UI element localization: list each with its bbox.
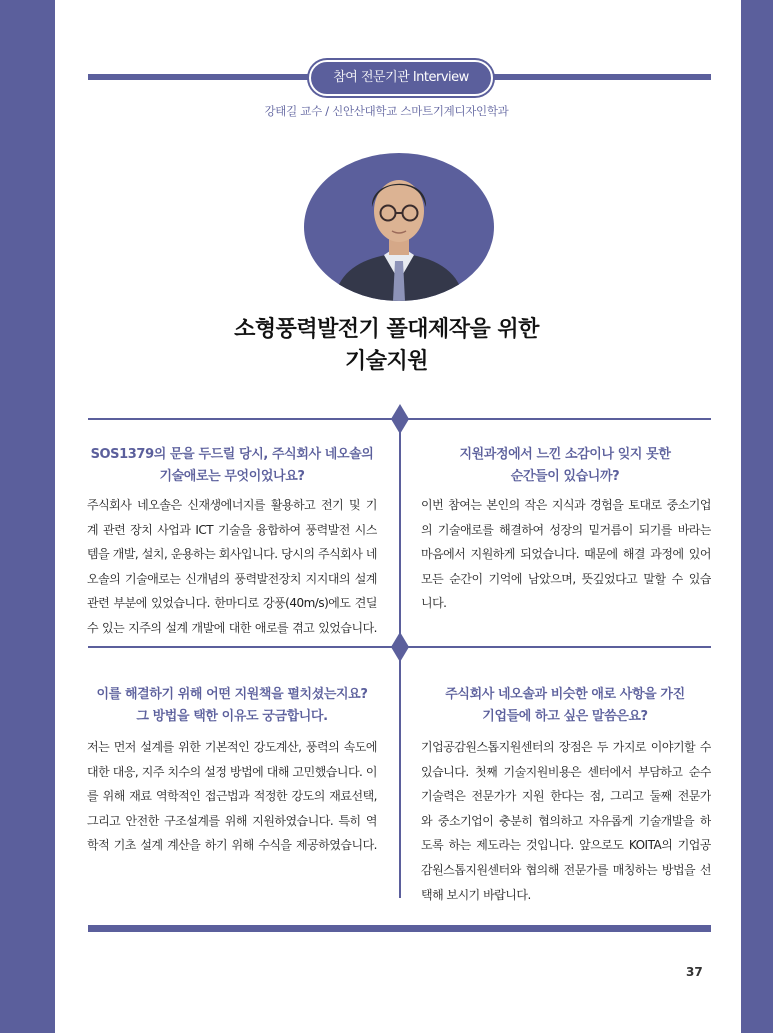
answer-2-line: 마음에서 지원하게 되었습니다. 때문에 해결 과정에 있어 bbox=[421, 547, 711, 562]
answer-4-line: 택해 보시기 바랍니다. bbox=[421, 887, 531, 902]
answer-4-line: 감원스톱지원센터와 협의해 전문가를 매칭하는 방법을 선 bbox=[421, 862, 711, 877]
answer-1-line: 오솔의 기술애로는 신개념의 풍력발전장치 지지대의 설계 bbox=[87, 571, 377, 586]
answer-3-line: 학적 기초 설계 계산을 하기 위해 수식을 제공하였습니다. bbox=[87, 838, 377, 853]
diamond-ornament-top bbox=[391, 404, 409, 434]
section-badge: 참여 전문기관 Interview bbox=[309, 60, 493, 96]
answer-4-line: 있습니다. 첫째 기술지원비용은 센터에서 부담하고 순수 bbox=[421, 764, 711, 779]
answer-4-line: 도록 하는 제도라는 것입니다. 앞으로도 KOITA의 기업공 bbox=[421, 838, 711, 853]
question-1 bbox=[87, 444, 377, 488]
header-rule-left bbox=[88, 74, 313, 80]
answer-3-line: 저는 먼저 설계를 위한 기본적인 강도계산, 풍력의 속도에 bbox=[87, 740, 377, 754]
footer-rule bbox=[88, 925, 711, 932]
answer-3-line: 를 위해 재료 역학적인 접근법과 적정한 강도의 재료선택, bbox=[87, 789, 377, 804]
question-1-line: SOS1379의 문을 두드릴 당시, 주식회사 네오솔의 bbox=[90, 447, 374, 462]
answer-2-line: 모든 순간이 기억에 남았으며, 뜻깊었다고 말할 수 있습 bbox=[421, 571, 711, 586]
answer-1-line: 계 관련 장치 사업과 ICT 기술을 융합하여 풍력발전 시스 bbox=[87, 522, 377, 537]
article-title bbox=[0, 314, 773, 378]
question-2-line: 순간들이 있습니까? bbox=[510, 469, 620, 484]
answer-2-line: 이번 참여는 본인의 작은 지식과 경험을 토대로 중소기업 bbox=[421, 498, 711, 512]
answer-1 bbox=[87, 493, 377, 641]
portrait-illustration bbox=[304, 153, 494, 301]
answer-1-line: 수 있는 지주의 설계 개발에 대한 애로를 겪고 있었습니다. bbox=[87, 620, 377, 635]
answer-3-line: 대한 대응, 지주 치수의 설정 방법에 대해 고민했습니다. 이 bbox=[87, 764, 377, 779]
answer-1-line: 템을 개발, 설치, 운용하는 회사입니다. 당시의 주식회사 네 bbox=[87, 547, 377, 562]
diamond-ornament-middle bbox=[391, 632, 409, 662]
answer-2-line: 의 기술애로를 해결하여 성장의 밑거름이 되기를 바라는 bbox=[421, 522, 711, 537]
question-2 bbox=[420, 444, 710, 488]
right-margin-band bbox=[741, 0, 773, 1033]
answer-1-line: 관련 부분에 있었습니다. 한마디로 강풍(40m/s)에도 견딜 bbox=[87, 596, 377, 611]
answer-4-line: 와 중소기업이 충분히 협의하고 자유롭게 기술개발을 하 bbox=[421, 813, 711, 828]
answer-2 bbox=[421, 493, 711, 616]
answer-1-line: 주식회사 네오솔은 신재생에너지를 활용하고 전기 및 기 bbox=[87, 498, 377, 512]
answer-4-line: 기업공감원스톱지원센터의 장점은 두 가지로 이야기할 수 bbox=[421, 740, 711, 754]
header-rule-right bbox=[486, 74, 711, 80]
interviewee-portrait bbox=[304, 153, 494, 301]
question-3-line: 이를 해결하기 위해 어떤 지원책을 펼치셨는지요? bbox=[96, 687, 368, 702]
title-line-1: 소형풍력발전기 폴대제작을 위한 bbox=[234, 317, 539, 342]
question-1-line: 기술애로는 무엇이었나요? bbox=[159, 469, 305, 484]
answer-3 bbox=[87, 735, 377, 858]
question-4 bbox=[420, 684, 710, 728]
question-4-line: 기업들에 하고 싶은 말씀은요? bbox=[482, 709, 648, 724]
answer-2-line: 니다. bbox=[421, 596, 447, 611]
page-number: 37 bbox=[686, 965, 703, 979]
left-margin-band bbox=[0, 0, 55, 1033]
interviewee-byline: 강태길 교수 / 신안산대학교 스마트기계디자인학과 bbox=[264, 104, 509, 118]
question-2-line: 지원과정에서 느낀 소감이나 잊지 못한 bbox=[459, 447, 671, 462]
answer-3-line: 그리고 안전한 구조설계를 위해 지원하였습니다. 특히 역 bbox=[87, 813, 377, 828]
answer-4 bbox=[421, 735, 711, 907]
answer-4-line: 기술력은 전문가가 지원 한다는 점, 그리고 둘째 전문가 bbox=[421, 789, 711, 804]
title-line-2: 기술지원 bbox=[344, 349, 428, 374]
question-4-line: 주식회사 네오솔과 비슷한 애로 사항을 가진 bbox=[445, 687, 685, 702]
question-3 bbox=[87, 684, 377, 728]
question-3-line: 그 방법을 택한 이유도 궁금합니다. bbox=[136, 709, 328, 724]
